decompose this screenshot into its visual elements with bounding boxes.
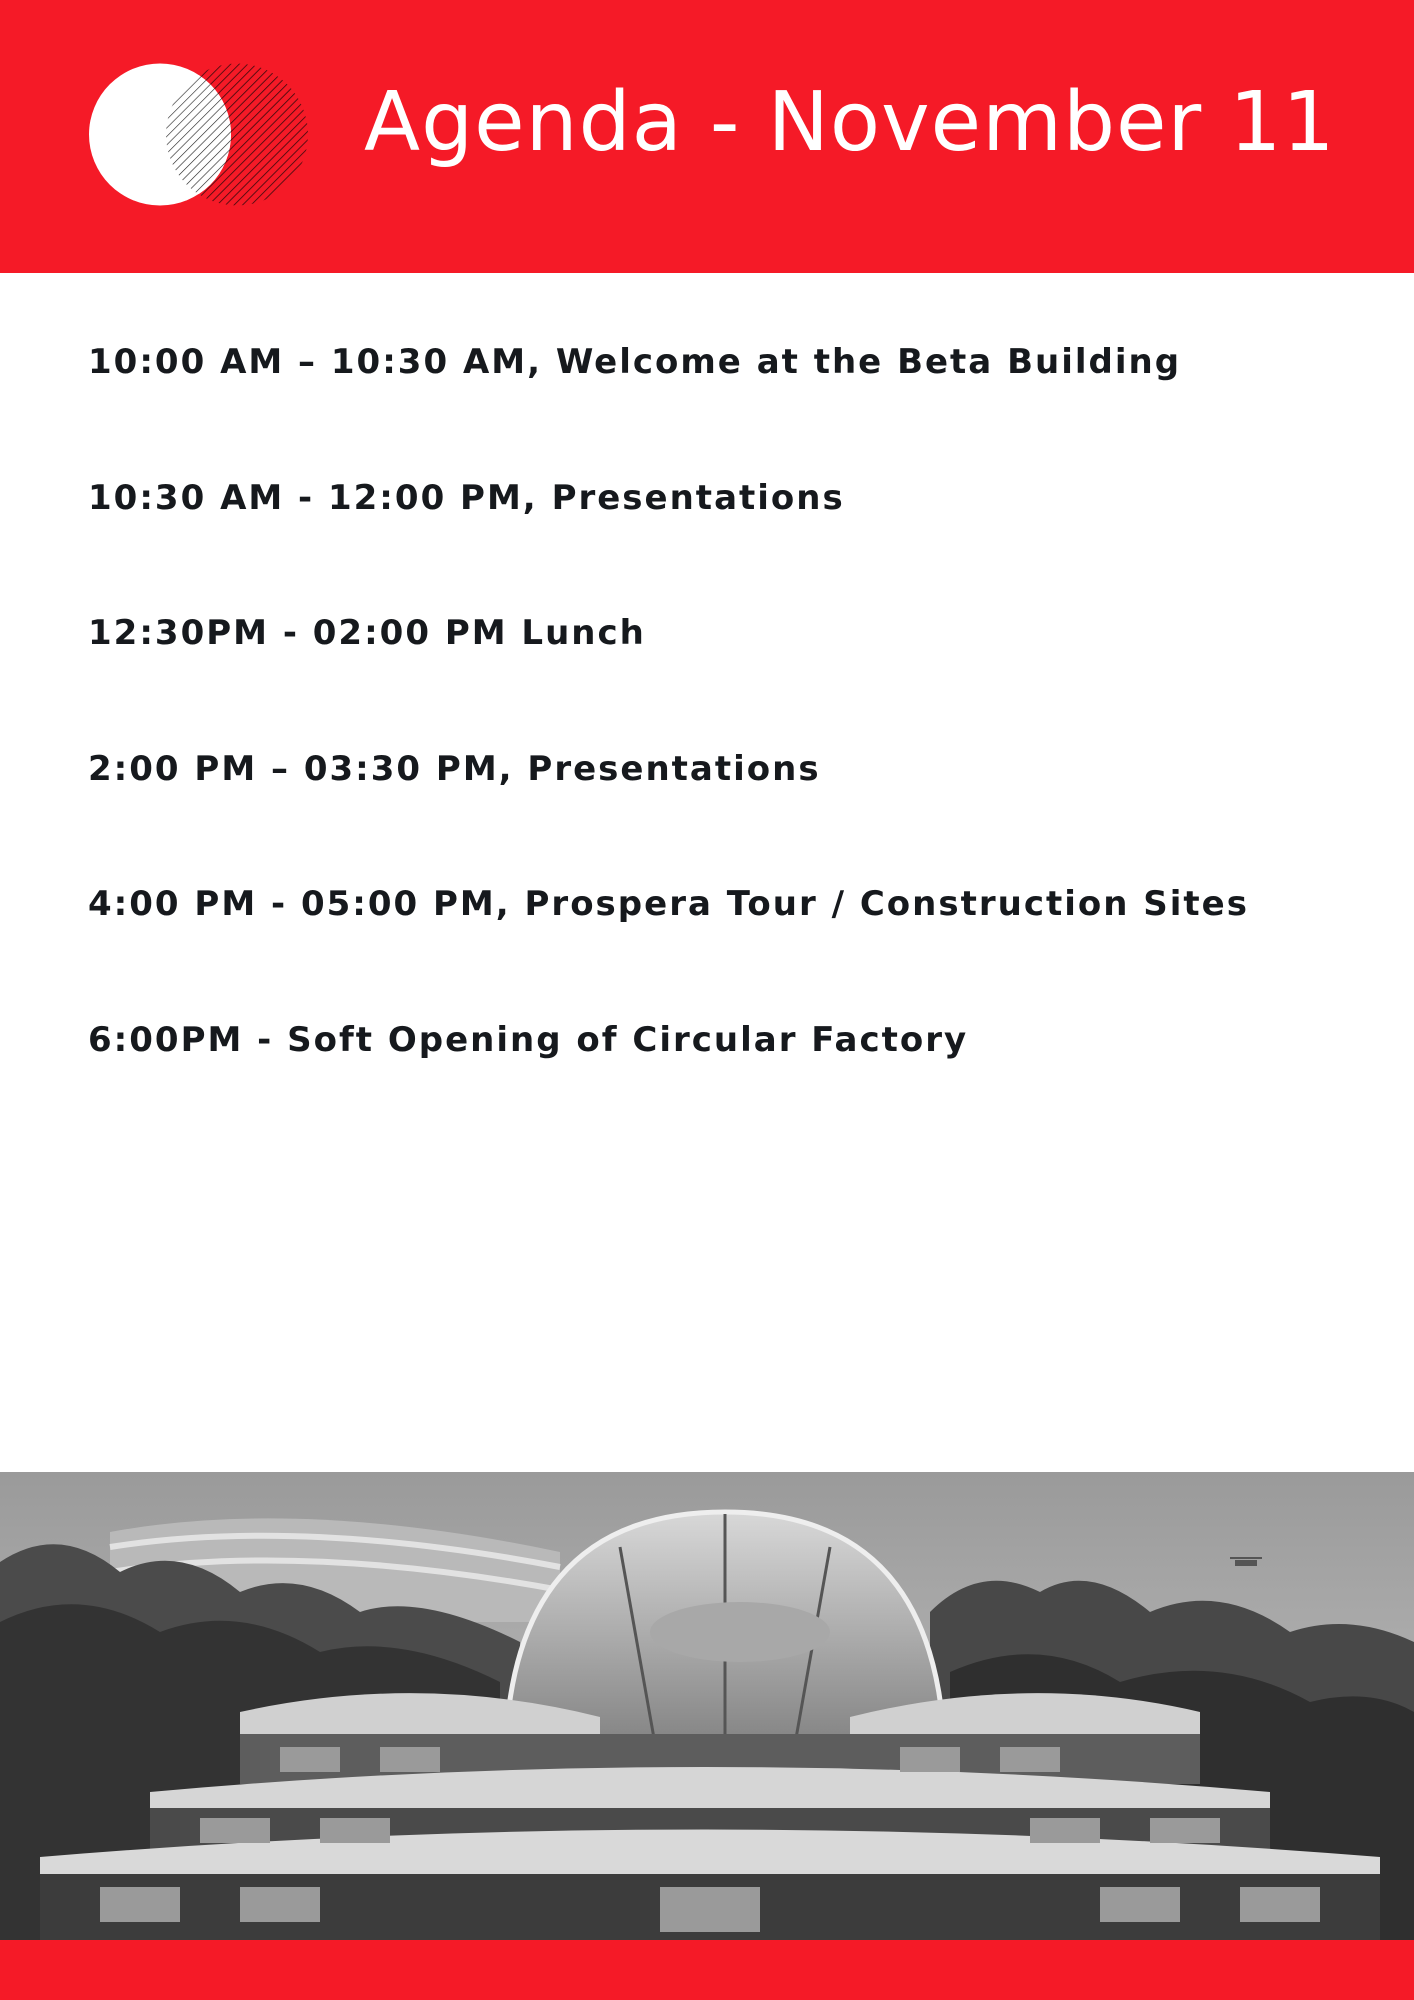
agenda-list: [88, 338, 1388, 1151]
agenda-item: 4:00 PM - 05:00 PM, Prospera Tour ∕ Construction Sites: [88, 884, 1249, 924]
footer-bar: [0, 1940, 1414, 2000]
header-banner: [0, 0, 1414, 273]
agenda-item: 6:00PM - Soft Opening of Circular Factory: [88, 1019, 969, 1060]
architecture-photo-icon: [0, 1472, 1414, 1940]
page-title: Agenda - November 11: [364, 75, 1336, 170]
agenda-item: 12:30PM - 02:00 PM Lunch: [88, 613, 646, 653]
agenda-item: 2:00 PM – 03:30 PM, Presentations: [88, 748, 821, 789]
architecture-photo: [0, 1472, 1414, 1940]
agenda-item: 10:00 AM – 10:30 AM, Welcome at the Beta Building: [88, 342, 1182, 382]
agenda-item: 10:30 AM - 12:00 PM, Presentations: [88, 477, 845, 518]
overlapping-circles-icon: [88, 62, 310, 207]
